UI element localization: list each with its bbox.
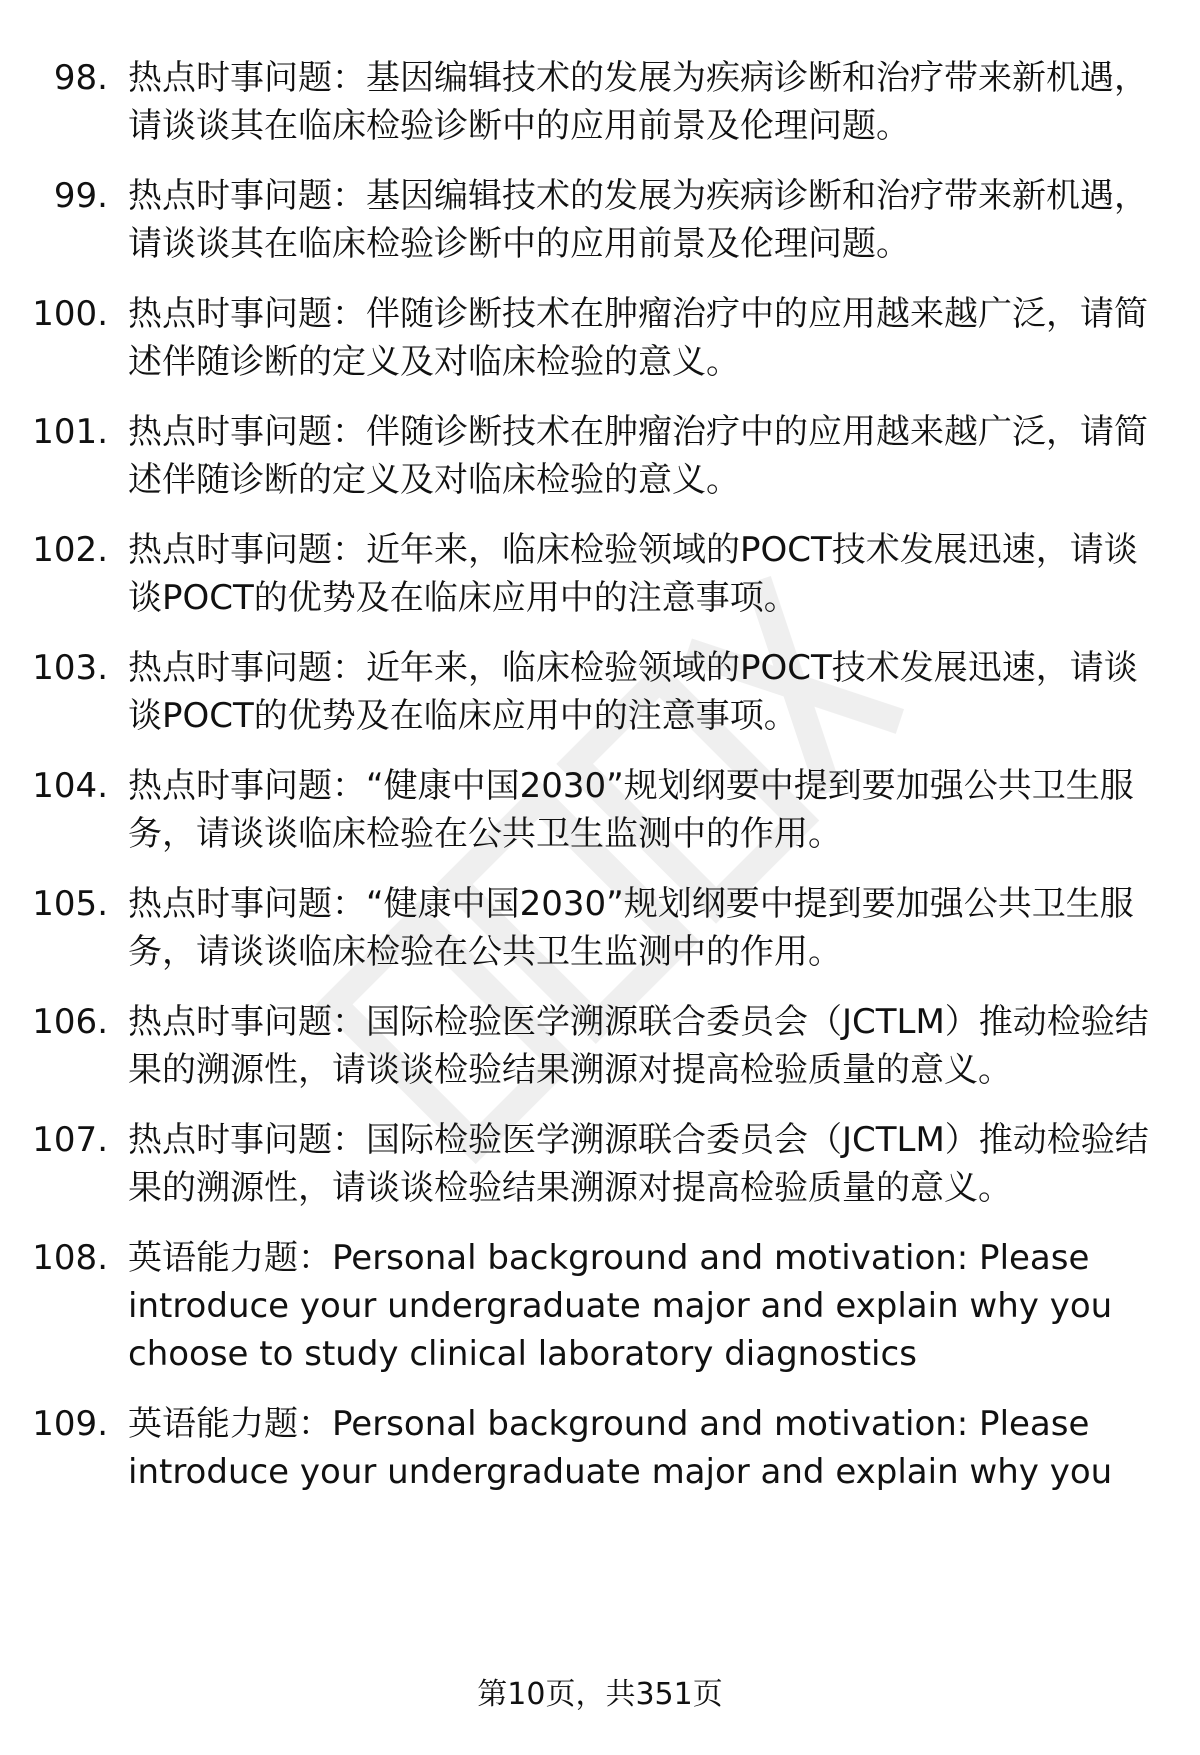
item-number: 107.	[32, 1120, 108, 1160]
item-text: 热点时事问题：国际检验医学溯源联合委员会（JCTLM）推动检验结果的溯源性，请谈谈检验结果溯源对提高检验质量的意义。	[128, 1120, 1149, 1208]
item-text: 热点时事问题：基因编辑技术的发展为疾病诊断和治疗带来新机遇，请谈谈其在临床检验诊断中的应用前景及伦理问题。	[128, 58, 1148, 146]
item-text: 热点时事问题：近年来，临床检验领域的POCT技术发展迅速，请谈谈POCT的优势及在临床应用中的注意事项。	[128, 530, 1138, 618]
item-number: 98.	[53, 58, 108, 98]
item-text: 热点时事问题：“健康中国2030”规划纲要中提到要加强公共卫生服务，请谈谈临床检验在公共卫生监测中的作用。	[128, 884, 1134, 972]
item-text: 热点时事问题：基因编辑技术的发展为疾病诊断和治疗带来新机遇，请谈谈其在临床检验诊断中的应用前景及伦理问题。	[128, 176, 1148, 264]
item-number: 108.	[32, 1238, 108, 1278]
item-text: 热点时事问题：近年来，临床检验领域的POCT技术发展迅速，请谈谈POCT的优势及在临床应用中的注意事项。	[128, 648, 1138, 736]
item-number: 105.	[32, 884, 108, 924]
item-number: 103.	[32, 648, 108, 688]
item-text: 英语能力题：Personal background and motivation: Please introduce your undergraduate major and explain why you choose to study clinical laboratory diagnostics	[128, 1238, 1113, 1374]
item-text: 热点时事问题：国际检验医学溯源联合委员会（JCTLM）推动检验结果的溯源性，请谈谈检验结果溯源对提高检验质量的意义。	[128, 1002, 1149, 1090]
watermark-icon	[260, 520, 960, 1220]
item-text: 热点时事问题：伴随诊断技术在肿瘤治疗中的应用越来越广泛，请简述伴随诊断的定义及对临床检验的意义。	[128, 412, 1148, 500]
item-text: 英语能力题：Personal background and motivation: Please introduce your undergraduate major and explain why you	[128, 1404, 1113, 1492]
item-number: 102.	[32, 530, 108, 570]
item-number: 104.	[32, 766, 108, 806]
item-number: 100.	[32, 294, 108, 334]
item-number: 101.	[32, 412, 108, 452]
item-number: 99.	[53, 176, 108, 216]
item-text: 热点时事问题：伴随诊断技术在肿瘤治疗中的应用越来越广泛，请简述伴随诊断的定义及对临床检验的意义。	[128, 294, 1148, 382]
item-number: 106.	[32, 1002, 108, 1042]
item-number: 109.	[32, 1404, 108, 1444]
item-text: 热点时事问题：“健康中国2030”规划纲要中提到要加强公共卫生服务，请谈谈临床检验在公共卫生监测中的作用。	[128, 766, 1134, 854]
page-footer: 第10页，共351页	[477, 1677, 723, 1712]
